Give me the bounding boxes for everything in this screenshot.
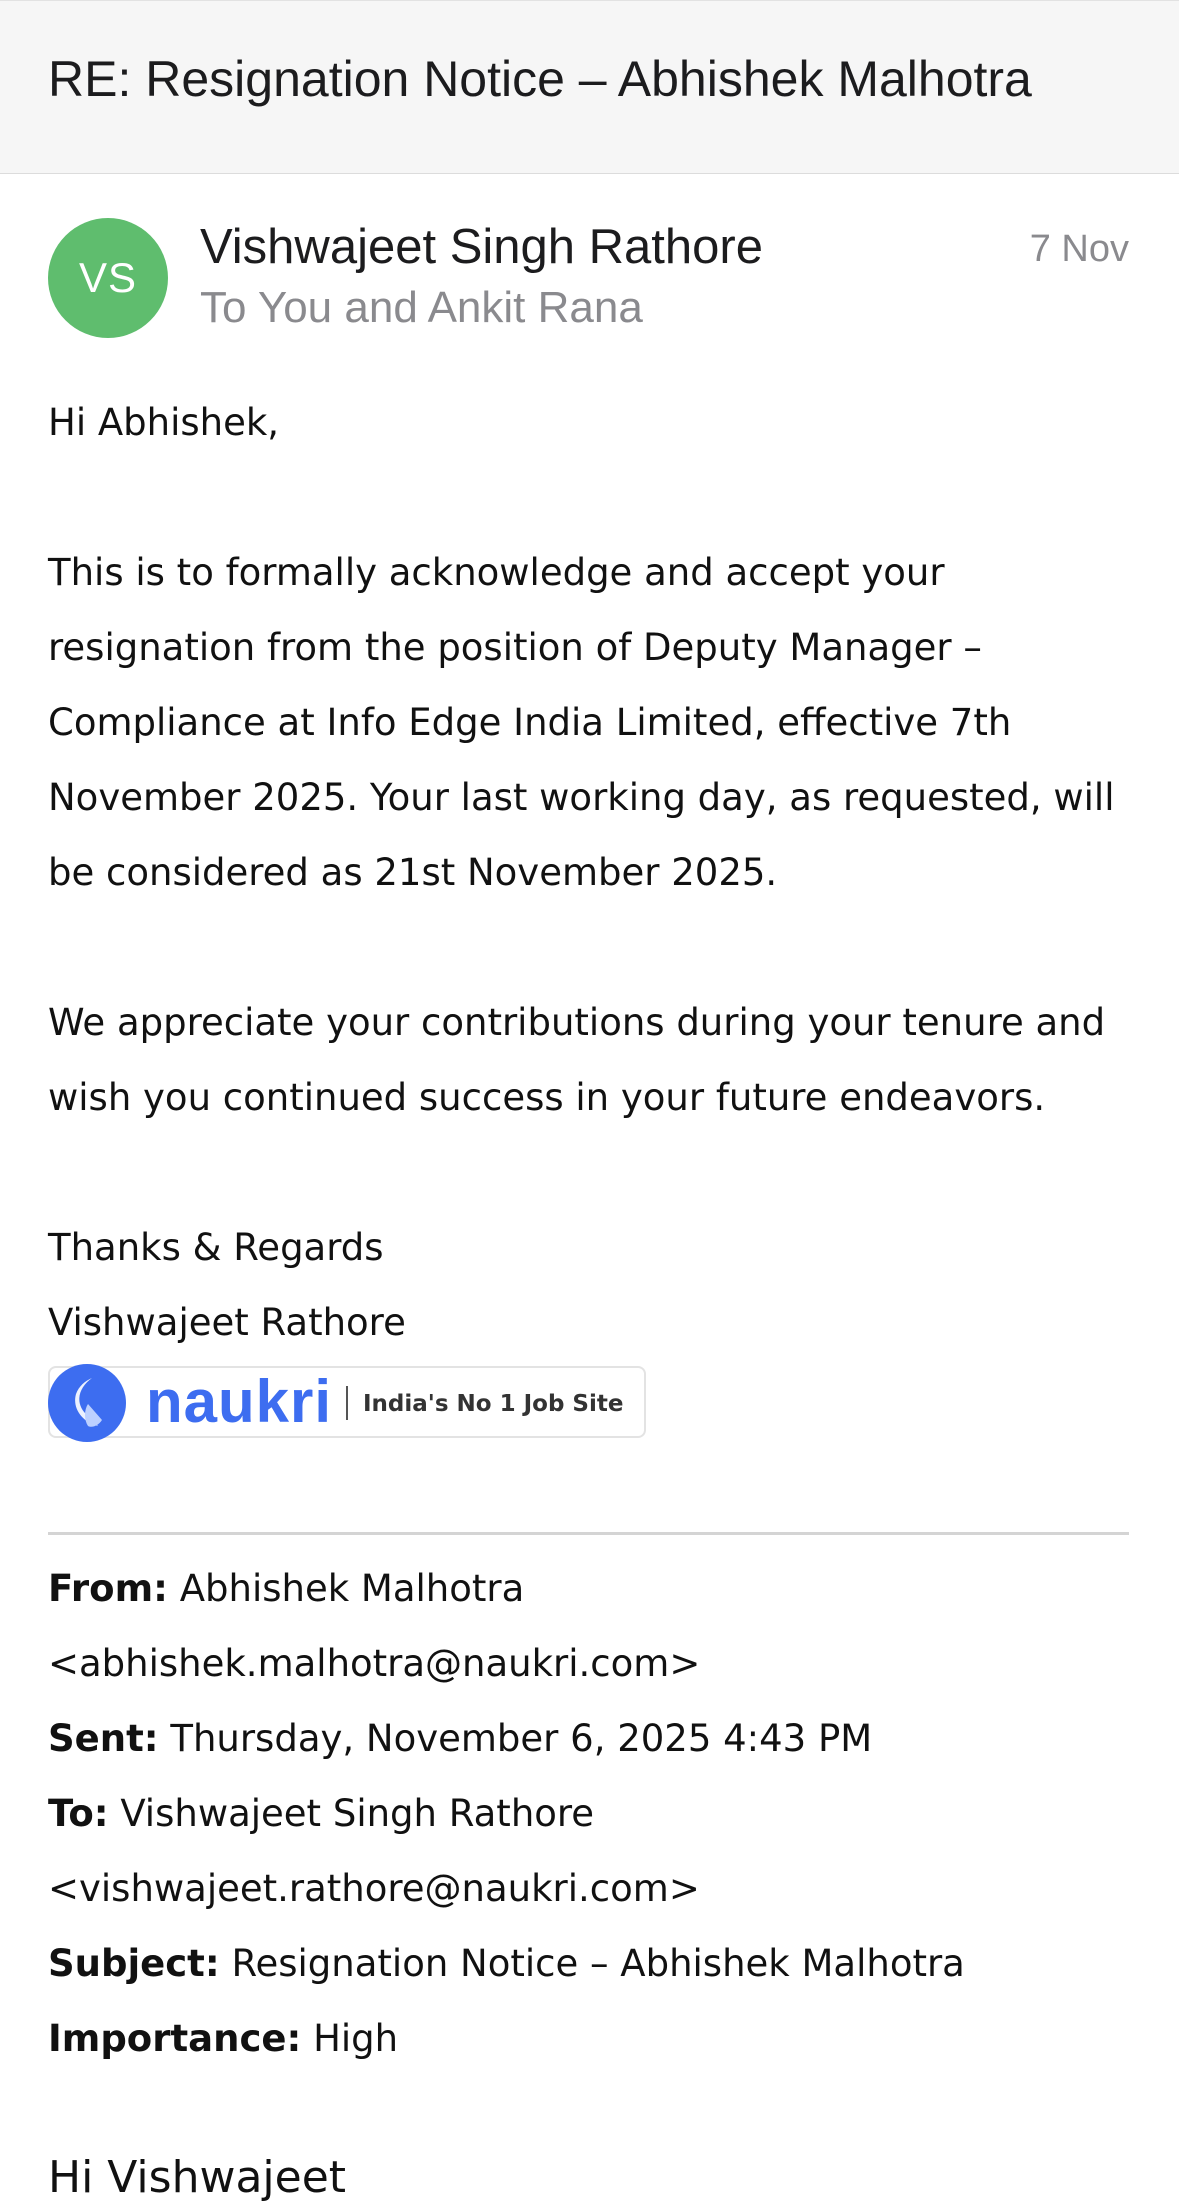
naukri-logo-icon <box>48 1364 126 1442</box>
closing: Thanks & Regards <box>48 1226 384 1269</box>
body-paragraph-2: We appreciate your contributions during your tenure and wish you continued success in your future endeavors. <box>48 1001 1106 1119</box>
importance-label: Importance: <box>48 2017 302 2060</box>
subject-value: Resignation Notice – Abhishek Malhotra <box>231 1942 965 1985</box>
sender-name[interactable]: Vishwajeet Singh Rathore <box>200 220 763 274</box>
quoted-to-row <box>48 1776 1138 1851</box>
quoted-subject-row <box>48 1926 1138 2001</box>
quote-divider <box>48 1532 1129 1535</box>
naukri-brand-text: naukri <box>146 1368 333 1435</box>
message-body <box>48 385 1138 1438</box>
to-email[interactable]: <vishwajeet.rathore@naukri.com> <box>48 1867 700 1910</box>
naukri-logo[interactable] <box>48 1366 646 1438</box>
from-name: Abhishek Malhotra <box>179 1567 525 1610</box>
signature-name: Vishwajeet Rathore <box>48 1301 406 1344</box>
email-subject: RE: Resignation Notice – Abhishek Malhotra <box>48 51 1032 107</box>
greeting: Hi Abhishek, <box>48 401 280 444</box>
quoted-from-row <box>48 1551 1138 1626</box>
sent-label: Sent: <box>48 1717 159 1760</box>
sent-value: Thursday, November 6, 2025 4:43 PM <box>170 1717 873 1760</box>
from-email[interactable]: <abhishek.malhotra@naukri.com> <box>48 1642 701 1685</box>
sender-avatar[interactable]: VS <box>48 218 168 338</box>
naukri-tagline: India's No 1 Job Site <box>363 1391 624 1417</box>
message-date: 7 Nov <box>1029 228 1129 270</box>
from-label: From: <box>48 1567 168 1610</box>
quoted-header <box>48 1551 1138 2076</box>
quoted-sent-row <box>48 1701 1138 1776</box>
to-label: To: <box>48 1792 109 1835</box>
quoted-body-start: Hi Vishwajeet <box>48 2152 347 2203</box>
subject-label: Subject: <box>48 1942 220 1985</box>
recipients-line[interactable]: To You and Ankit Rana <box>200 283 643 332</box>
to-name: Vishwajeet Singh Rathore <box>120 1792 595 1835</box>
email-header <box>0 0 1179 174</box>
quoted-importance-row <box>48 2001 1138 2076</box>
logo-divider <box>346 1386 348 1420</box>
importance-value: High <box>313 2017 399 2060</box>
sender-row[interactable] <box>0 174 1179 364</box>
body-paragraph-1: This is to formally acknowledge and accept your resignation from the position of Deputy Manager – Compliance at Info Edge India Limited, effective 7th November 2025. Your last working day, as requested, will be considered as 21st November 2025. <box>48 551 1115 894</box>
